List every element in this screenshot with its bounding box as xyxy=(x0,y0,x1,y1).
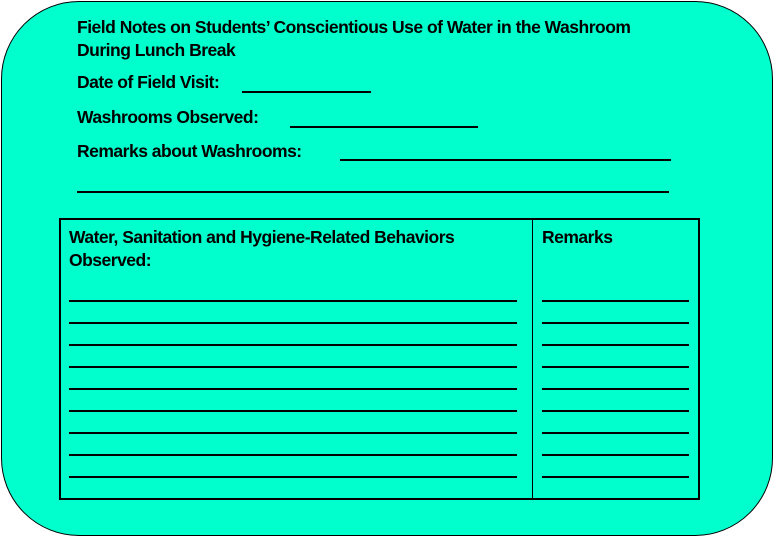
form-title xyxy=(77,16,630,62)
form-title-line-2: During Lunch Break xyxy=(77,40,236,60)
column-divider xyxy=(532,220,533,498)
behavior-blank-line[interactable] xyxy=(69,344,517,346)
remark-blank-line[interactable] xyxy=(542,322,689,324)
remark-blank-line[interactable] xyxy=(542,410,689,412)
remarks-field-label: Remarks about Washrooms: xyxy=(77,141,302,161)
behavior-blank-line[interactable] xyxy=(69,476,517,478)
washrooms-field-label: Washrooms Observed: xyxy=(77,107,259,127)
behaviors-column-header xyxy=(69,226,454,272)
form-title-line-1: Field Notes on Students’ Conscientious Use of Water in the Washroom xyxy=(77,17,631,37)
remark-blank-line[interactable] xyxy=(542,476,689,478)
washrooms-field-blank[interactable] xyxy=(290,126,478,128)
remark-blank-line[interactable] xyxy=(542,454,689,456)
behaviors-header-line-2: Observed: xyxy=(69,250,152,270)
date-field-blank[interactable] xyxy=(242,91,371,93)
remark-blank-line[interactable] xyxy=(542,432,689,434)
behavior-blank-line[interactable] xyxy=(69,322,517,324)
behaviors-header-line-1: Water, Sanitation and Hygiene-Related Behaviors xyxy=(69,227,455,247)
behavior-blank-line[interactable] xyxy=(69,454,517,456)
remark-blank-line[interactable] xyxy=(542,388,689,390)
field-notes-card xyxy=(1,1,773,536)
remarks-field-blank[interactable] xyxy=(340,159,671,161)
behavior-blank-line[interactable] xyxy=(69,388,517,390)
date-field-label: Date of Field Visit: xyxy=(77,72,220,92)
behavior-blank-line[interactable] xyxy=(69,366,517,368)
remarks-field-blank-continued[interactable] xyxy=(77,191,669,193)
behavior-blank-line[interactable] xyxy=(69,300,517,302)
remarks-column-header: Remarks xyxy=(542,227,613,247)
remark-blank-line[interactable] xyxy=(542,344,689,346)
remark-blank-line[interactable] xyxy=(542,300,689,302)
behavior-blank-line[interactable] xyxy=(69,410,517,412)
remark-blank-line[interactable] xyxy=(542,366,689,368)
observation-table xyxy=(59,218,700,500)
behavior-blank-line[interactable] xyxy=(69,432,517,434)
